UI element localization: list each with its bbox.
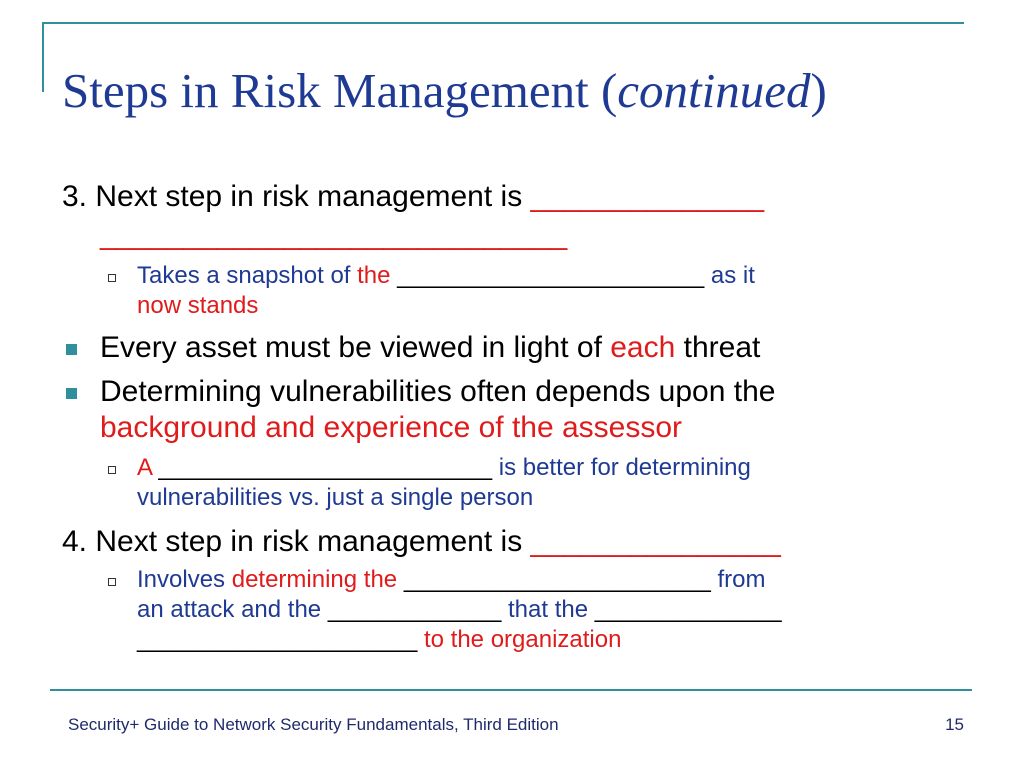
involves-e: that the <box>501 596 595 623</box>
snapshot-red: the <box>357 262 391 289</box>
step-3-line <box>62 180 764 214</box>
bottom-rule <box>50 689 972 691</box>
asset-tail: threat <box>675 331 761 364</box>
step-3-text: 3. Next step in risk management is <box>62 180 531 213</box>
sub-bullet-snapshot <box>137 262 755 290</box>
title-main: Steps in Risk Management ( <box>62 63 618 118</box>
involves-blank4: _____________________ <box>137 626 418 653</box>
step-4-blank: _______________ <box>530 525 781 558</box>
snapshot-text: Takes a snapshot of <box>137 262 358 289</box>
sub-bullet-icon <box>108 466 116 474</box>
footer-source: Security+ Guide to Network Security Fundamentals, Third Edition <box>68 715 559 734</box>
team-a: A <box>137 454 159 481</box>
team-cont: vulnerabilities vs. just a single person <box>137 484 534 511</box>
involves-blank2: _____________ <box>327 596 502 623</box>
involves-red2: to the organization <box>417 626 622 653</box>
sub-bullet-icon <box>108 578 116 586</box>
snapshot-cont: now stands <box>137 292 259 319</box>
involves-cont2 <box>137 626 621 654</box>
sub-bullet-involves <box>137 566 766 594</box>
involves-blank3: ______________ <box>594 596 782 623</box>
team-blank: _________________________ <box>158 454 493 481</box>
title-close: ) <box>810 63 827 118</box>
left-rule <box>42 22 44 92</box>
step-4-line <box>62 525 781 559</box>
slide-title <box>62 62 827 119</box>
involves-tail: from <box>717 566 766 593</box>
involves-red: determining the <box>231 566 398 593</box>
bullet-vulnerabilities: Determining vulnerabilities often depends upon the <box>100 375 776 408</box>
asset-red: each <box>610 331 676 364</box>
team-tail: is better for determining <box>492 454 751 481</box>
bullet-every-asset <box>100 331 760 365</box>
involves-cont <box>137 596 782 624</box>
sub-bullet-team <box>137 454 751 482</box>
title-italic: continued <box>617 63 811 118</box>
page-number: 15 <box>945 715 964 734</box>
vulnerabilities-red: background and experience of the assessor <box>100 411 683 444</box>
bullet-square-icon <box>66 388 77 399</box>
top-rule <box>42 22 964 24</box>
bullet-square-icon <box>66 344 77 355</box>
step-3-blank-cont: ____________________________ <box>100 218 568 251</box>
asset-text: Every asset must be viewed in light of <box>100 331 611 364</box>
step-3-blank: ______________ <box>530 180 765 213</box>
involves-blank1: _______________________ <box>397 566 718 593</box>
involves-d: an attack and the <box>137 596 328 623</box>
involves-text: Involves <box>137 566 232 593</box>
sub-bullet-icon <box>108 274 116 282</box>
snapshot-tail: as it <box>710 262 755 289</box>
step-4-text: 4. Next step in risk management is <box>62 525 531 558</box>
snapshot-blank: _______________________ <box>390 262 711 289</box>
